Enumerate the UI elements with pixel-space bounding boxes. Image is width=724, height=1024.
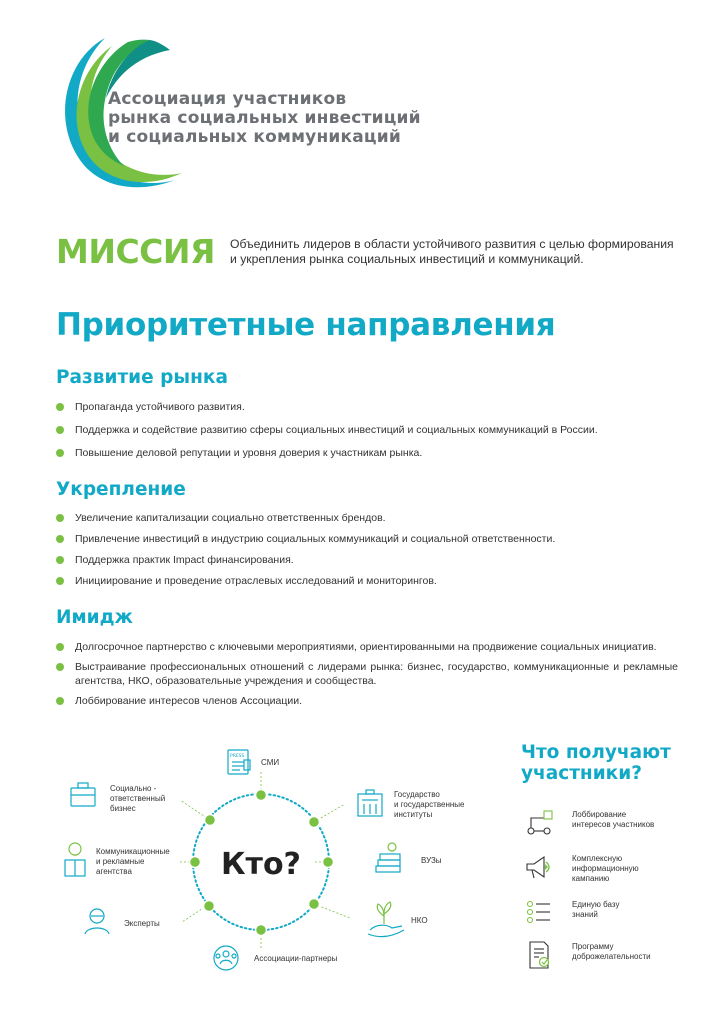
government-label-line: и государственные [394, 800, 465, 809]
bullet-dot [56, 514, 64, 522]
benefit-text-line: информационную [572, 864, 639, 873]
list-item: Пропаганда устойчивого развития. [56, 400, 682, 414]
bullet-dot [56, 697, 64, 705]
benefits-title-line: участники? [521, 763, 642, 784]
bullet-dot [56, 403, 64, 411]
business-label-line: бизнес [110, 804, 136, 813]
list-item: Привлечение инвестиций в индустрию социальных коммуникаций и социальной ответственности. [56, 532, 682, 546]
partners-icon [214, 946, 238, 970]
section-title-strengthening: Укрепление [56, 479, 186, 500]
benefit-text-line: кампанию [572, 874, 610, 883]
bullet-dot [56, 449, 64, 457]
media-label: СМИ [261, 758, 280, 767]
universities-label: ВУЗы [421, 856, 442, 865]
agencies-label-line: и рекламные [96, 857, 145, 866]
section-title-market: Развитие рынка [56, 367, 228, 388]
ngo-label: НКО [411, 916, 428, 925]
partners-label: Ассоциации-партнеры [254, 954, 338, 963]
org-name-line: рынка социальных инвестиций [108, 108, 421, 128]
benefit-text-line: Программу [572, 942, 614, 951]
list-item: Увеличение капитализации социально ответственных брендов. [56, 511, 682, 525]
books-icon [376, 843, 400, 872]
node-experts [204, 901, 215, 912]
benefit-item [524, 852, 694, 892]
mission-title: МИССИЯ [56, 232, 215, 271]
node-ngo [309, 899, 320, 910]
megaphone-icon [524, 852, 554, 882]
benefit-text-line: Лоббирование [572, 810, 627, 819]
priorities-heading: Приоритетные направления [56, 307, 556, 343]
benefit-text-line: интересов участников [572, 820, 655, 829]
benefits-title-line: Что получают [521, 742, 671, 763]
business-label-line: Социально - [110, 784, 157, 793]
expert-icon [85, 909, 109, 934]
knowledge-base-icon [524, 898, 554, 928]
loyalty-program-icon [524, 940, 554, 970]
mission-text [230, 237, 690, 267]
node-agencies [190, 857, 201, 868]
benefit-text-line: Единую базу [572, 900, 620, 909]
agencies-label-line: Коммуникационные [96, 847, 170, 856]
mission-text-line: Объединить лидеров в области устойчивого развития с целью формирования [230, 237, 674, 251]
bullet-dot [56, 556, 64, 564]
node-media [256, 790, 267, 801]
agencies-label-line: агентства [96, 867, 132, 876]
benefit-text [572, 900, 692, 920]
section-title-image: Имидж [56, 607, 133, 628]
idea-box-icon [65, 843, 85, 876]
list-item: Повышение деловой репутации и уровня доверия к участникам рынка. [56, 446, 682, 460]
bullet-dot [56, 663, 64, 671]
benefit-text [572, 854, 692, 884]
organization-name [108, 90, 468, 147]
list-item: Поддержка и содействие развитию сферы социальных инвестиций и социальных коммуникаций в России. [56, 423, 682, 437]
benefit-text-line: доброжелательности [572, 952, 651, 961]
government-label-line: Государство [394, 790, 440, 799]
image-bullet-list [56, 640, 682, 708]
org-name-line: и социальных коммуникаций [108, 127, 401, 147]
node-government [309, 817, 320, 828]
list-item: Лоббирование интересов членов Ассоциации. [56, 694, 682, 708]
list-item: Долгосрочное партнерство с ключевыми мероприятиями, ориентированными на продвижение социальных инициатив. [56, 640, 682, 654]
list-item: Инициирование и проведение отраслевых исследований и мониторингов. [56, 574, 682, 588]
strengthening-bullet-list [56, 511, 682, 588]
press-label: PRESS [230, 754, 245, 759]
bullet-dot [56, 643, 64, 651]
benefit-item [524, 940, 694, 980]
plant-hand-icon [368, 902, 404, 937]
benefit-text-line: Комплексную [572, 854, 623, 863]
who-diagram [30, 742, 500, 1022]
mission-text-line: и укрепления рынка социальных инвестиций и коммуникаций. [230, 252, 584, 266]
bullet-dot [56, 535, 64, 543]
bullet-dot [56, 577, 64, 585]
benefits-title [521, 742, 671, 784]
experts-label: Эксперты [124, 919, 160, 928]
bullet-dot [56, 426, 64, 434]
who-center-label: Кто? [221, 847, 301, 882]
node-universities [323, 857, 334, 868]
benefit-item [524, 898, 694, 938]
node-partners [256, 925, 267, 936]
benefit-text-line: знаний [572, 910, 598, 919]
benefit-text [572, 810, 692, 830]
market-bullet-list [56, 400, 682, 460]
business-label-line: ответственный [110, 794, 166, 803]
briefcase-icon [71, 783, 95, 806]
government-label-line: институты [394, 810, 433, 819]
benefit-text [572, 942, 692, 962]
list-item: Поддержка практик Impact финансирования. [56, 553, 682, 567]
government-icon [358, 790, 382, 816]
lobbying-icon [524, 808, 554, 838]
list-item: Выстраивание профессиональных отношений с лидерами рынка: бизнес, государство, коммуникационные и рекламные агентства, НКО, образовательные учреждения и сообщества. [56, 660, 682, 688]
node-business [205, 815, 216, 826]
org-name-line: Ассоциация участников [108, 89, 347, 109]
benefit-item [524, 808, 694, 848]
